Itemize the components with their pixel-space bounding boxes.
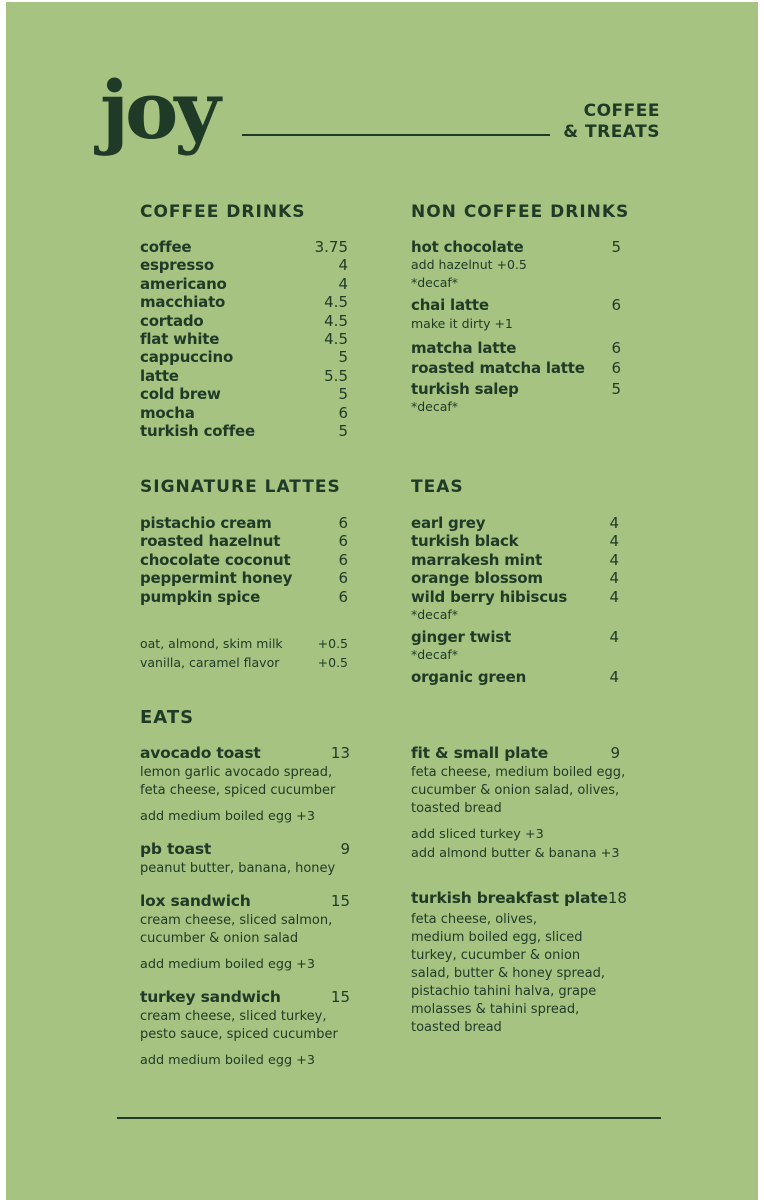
- menu-item: [411, 339, 621, 357]
- item-name: fit & small plate: [411, 744, 549, 762]
- item-addon: add sliced turkey +3: [411, 827, 544, 843]
- item-price: 4: [609, 587, 619, 606]
- item-price: 4.5: [324, 330, 348, 349]
- item-name: turkish coffee: [140, 422, 255, 441]
- teas-title: TEAS: [411, 477, 464, 497]
- item-note: make it dirty +1: [411, 315, 513, 331]
- item-name: avocado toast: [140, 744, 261, 762]
- item-name: latte: [140, 366, 179, 385]
- flavor-option: [140, 653, 348, 672]
- joy-logo: joy: [100, 63, 217, 157]
- menu-item: [411, 296, 621, 314]
- item-note: *decaf*: [411, 275, 459, 291]
- menu-item: [140, 532, 348, 550]
- menu-item: [140, 514, 348, 532]
- item-name: espresso: [140, 256, 214, 275]
- item-note: *decaf*: [411, 647, 459, 663]
- item-price: 6: [611, 338, 621, 357]
- menu-item: [140, 238, 348, 256]
- menu-item: [140, 385, 348, 403]
- item-note: *decaf*: [411, 607, 459, 623]
- item-name: orange blossom: [411, 569, 543, 588]
- non-coffee-drinks-title: NON COFFEE DRINKS: [411, 202, 630, 222]
- item-name: americano: [140, 274, 227, 293]
- menu-item: [140, 312, 348, 330]
- tagline-coffee: COFFEE: [583, 101, 660, 121]
- eat-item: [411, 889, 627, 1037]
- menu-item: [411, 551, 619, 569]
- menu-item: [411, 514, 619, 532]
- item-name: marrakesh mint: [411, 550, 543, 569]
- menu-item: [140, 588, 348, 606]
- item-name: lox sandwich: [140, 892, 251, 910]
- eat-item-header: [140, 840, 350, 858]
- item-description: lemon garlic avocado spread, feta cheese, spiced cucumber: [140, 765, 336, 799]
- eat-item-header: [411, 744, 620, 762]
- menu-item: [140, 330, 348, 348]
- item-name: cappuccino: [140, 348, 234, 367]
- item-name: ginger twist: [411, 628, 511, 647]
- item-price: 6: [338, 532, 348, 551]
- milk-option: [140, 634, 348, 653]
- item-note: add hazelnut +0.5: [411, 257, 527, 273]
- item-name: pistachio cream: [140, 514, 272, 532]
- eat-item: [140, 744, 350, 826]
- item-price: 4.5: [324, 311, 348, 330]
- menu-item: [140, 422, 348, 440]
- item-price: 6: [338, 569, 348, 588]
- item-price: 15: [330, 892, 350, 910]
- item-description: cream cheese, sliced salmon, cucumber & onion salad: [140, 913, 333, 947]
- menu-page: [6, 2, 758, 1200]
- item-name: earl grey: [411, 514, 486, 532]
- item-name: coffee: [140, 238, 192, 256]
- item-price: 15: [330, 988, 350, 1006]
- item-description: peanut butter, banana, honey: [140, 861, 336, 877]
- item-description: feta cheese, olives, medium boiled egg, sliced turkey, cucumber & onion salad, butter & honey spread, pistachio tahini halva, grape molasses & tahini spread, toasted bread: [411, 912, 605, 1036]
- item-note: *decaf*: [411, 399, 459, 415]
- item-description: cream cheese, sliced turkey, pesto sauce, spiced cucumber: [140, 1009, 338, 1043]
- item-name: roasted matcha latte: [411, 359, 585, 378]
- footer-divider: [117, 1117, 661, 1119]
- item-name: chai latte: [411, 296, 489, 315]
- item-price: 6: [338, 587, 348, 606]
- item-description: feta cheese, medium boiled egg, cucumber & onion salad, olives, toasted bread: [411, 765, 626, 817]
- item-price: 4.5: [324, 293, 348, 312]
- coffee-drinks-title: COFFEE DRINKS: [140, 202, 306, 222]
- menu-item: [140, 348, 348, 366]
- item-price: 18: [607, 889, 627, 907]
- item-price: 4: [338, 256, 348, 275]
- item-name: cold brew: [140, 385, 221, 404]
- option-label: vanilla, caramel flavor: [140, 655, 280, 671]
- menu-item: [411, 569, 619, 587]
- item-price: 5.5: [324, 366, 348, 385]
- eat-item-header: [140, 988, 350, 1006]
- item-price: 4: [609, 532, 619, 551]
- item-price: 4: [609, 628, 619, 647]
- item-price: 6: [611, 296, 621, 315]
- item-price: 6: [338, 550, 348, 569]
- eat-item-header: [140, 892, 350, 910]
- tagline: [560, 101, 660, 143]
- option-price: +0.5: [317, 636, 348, 652]
- item-name: chocolate coconut: [140, 550, 291, 569]
- menu-item: [140, 569, 348, 587]
- eats-title: EATS: [140, 707, 195, 728]
- item-price: 4: [609, 550, 619, 569]
- item-price: 9: [340, 840, 350, 858]
- menu-item: [140, 404, 348, 422]
- item-addon: add medium boiled egg +3: [140, 1053, 315, 1069]
- menu-item: [140, 367, 348, 385]
- item-price: 5: [338, 422, 348, 441]
- menu-item: [411, 588, 619, 606]
- item-name: wild berry hibiscus: [411, 587, 568, 606]
- option-price: +0.5: [317, 655, 348, 671]
- item-addon: add medium boiled egg +3: [140, 809, 315, 825]
- item-name: matcha latte: [411, 338, 517, 357]
- item-name: turkey sandwich: [140, 988, 281, 1006]
- item-price: 3.75: [314, 238, 348, 256]
- eat-item-header: [140, 744, 350, 762]
- item-name: flat white: [140, 330, 220, 349]
- item-addon: add almond butter & banana +3: [411, 846, 620, 862]
- eat-item: [411, 744, 626, 863]
- non-coffee-drinks-list: [411, 238, 621, 416]
- item-price: 6: [338, 514, 348, 532]
- menu-item: [411, 668, 619, 686]
- item-name: pumpkin spice: [140, 587, 261, 606]
- teas-list: [411, 514, 619, 687]
- item-addon: add medium boiled egg +3: [140, 957, 315, 973]
- item-price: 5: [611, 238, 621, 256]
- menu-item: [411, 238, 621, 256]
- signature-lattes-list: [140, 514, 348, 672]
- item-price: 4: [338, 274, 348, 293]
- item-name: turkish black: [411, 532, 519, 551]
- menu-item: [411, 628, 619, 646]
- item-name: turkish salep: [411, 379, 519, 398]
- eat-item-header: [411, 889, 627, 907]
- tagline-treats: & TREATS: [563, 122, 660, 142]
- item-price: 4: [609, 569, 619, 588]
- header-divider: [242, 134, 550, 136]
- item-name: roasted hazelnut: [140, 532, 281, 551]
- eat-item: [140, 892, 350, 974]
- menu-item: [411, 359, 621, 377]
- menu-item: [140, 275, 348, 293]
- item-name: macchiato: [140, 293, 226, 312]
- menu-item: [140, 551, 348, 569]
- item-price: 6: [611, 359, 621, 378]
- item-price: 6: [338, 403, 348, 422]
- item-name: mocha: [140, 403, 195, 422]
- coffee-drinks-list: [140, 238, 348, 440]
- eat-item: [140, 840, 350, 878]
- item-price: 5: [611, 379, 621, 398]
- option-label: oat, almond, skim milk: [140, 636, 283, 652]
- menu-item: [411, 380, 621, 398]
- item-price: 4: [609, 668, 619, 687]
- menu-item: [140, 293, 348, 311]
- item-price: 13: [330, 744, 350, 762]
- menu-item: [140, 256, 348, 274]
- item-name: pb toast: [140, 840, 212, 858]
- item-name: turkish breakfast plate: [411, 889, 608, 907]
- item-price: 5: [338, 348, 348, 367]
- item-price: 9: [610, 744, 620, 762]
- item-price: 5: [338, 385, 348, 404]
- item-name: peppermint honey: [140, 569, 293, 588]
- signature-lattes-title: SIGNATURE LATTES: [140, 477, 341, 497]
- item-name: cortado: [140, 311, 204, 330]
- menu-item: [411, 532, 619, 550]
- item-name: organic green: [411, 668, 527, 687]
- item-price: 4: [609, 514, 619, 532]
- item-name: hot chocolate: [411, 238, 524, 256]
- eat-item: [140, 988, 350, 1070]
